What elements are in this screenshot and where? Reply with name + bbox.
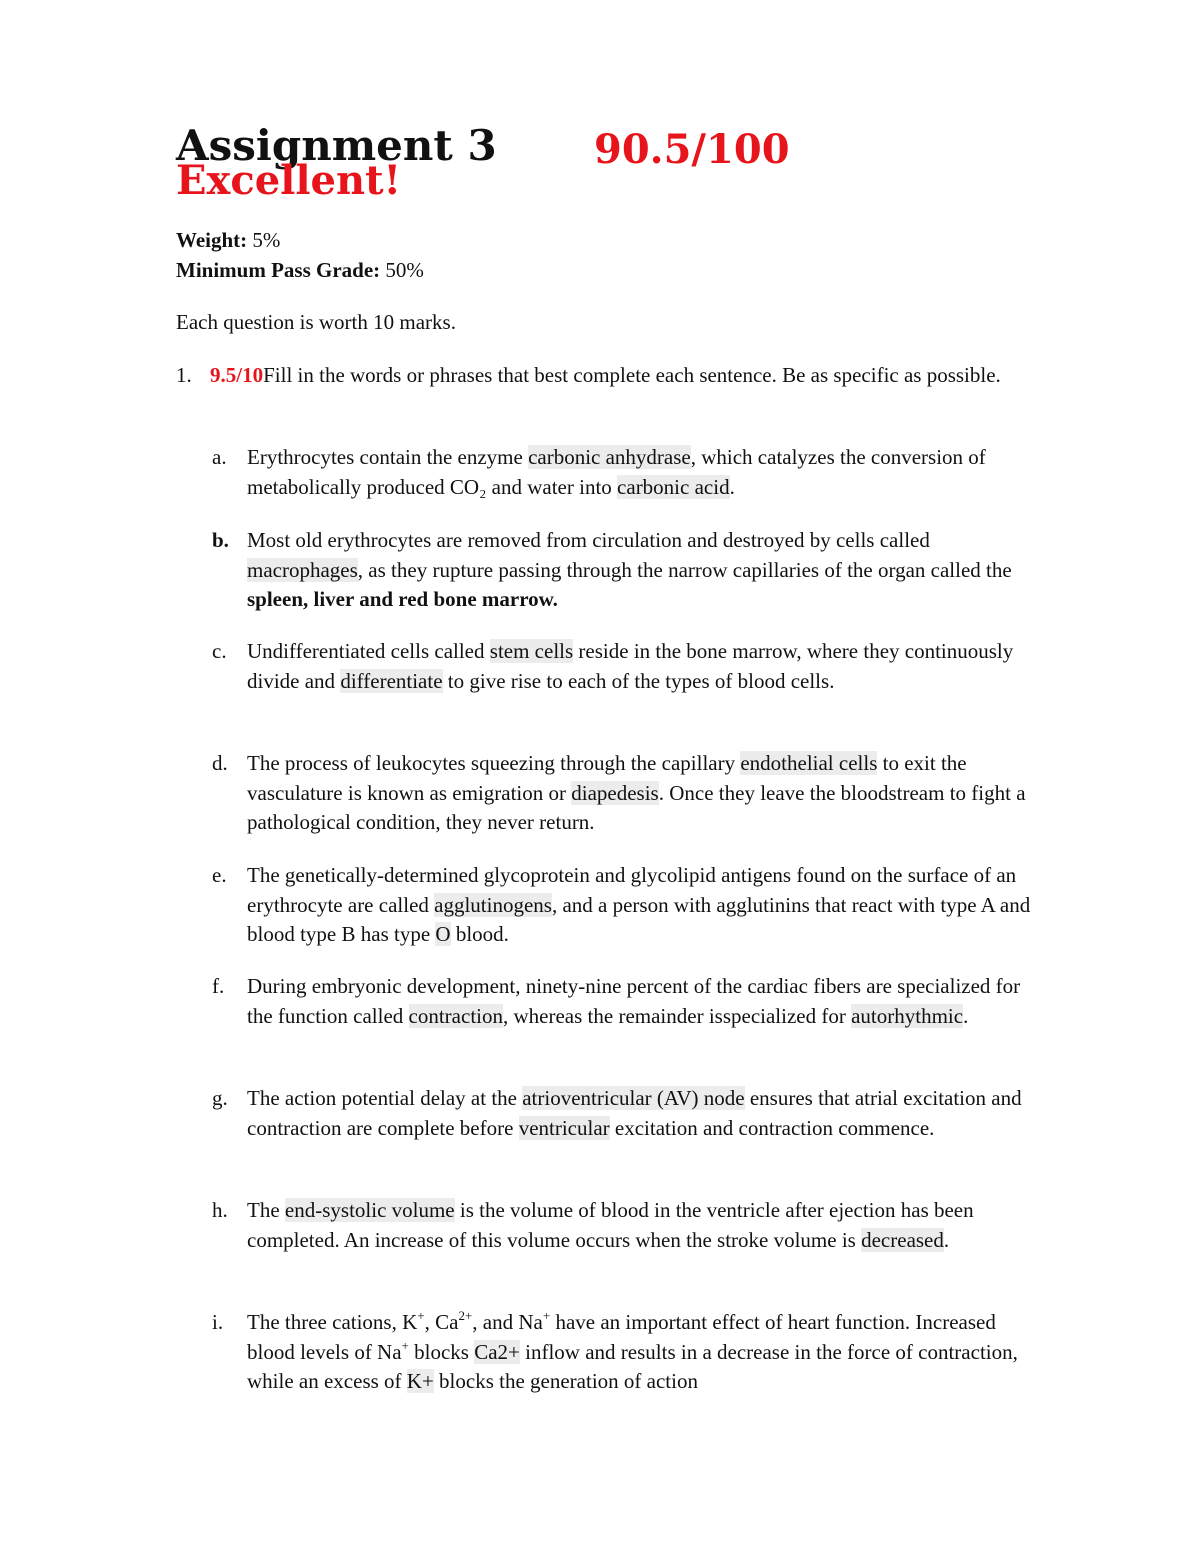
- superscript: +: [417, 1308, 425, 1323]
- item-text: blocks the generation of action: [433, 1369, 698, 1393]
- item-text: , which catalyzes the conversion of metabolically produced CO₂ and water into: [247, 445, 986, 499]
- item-f: [212, 972, 1032, 1031]
- item-text: to give rise to each of the types of blood cells.: [442, 668, 835, 693]
- item-text: .: [729, 474, 735, 499]
- item-text: reside in the bone marrow, where they continuously divide and: [247, 639, 1014, 693]
- assignment-title: Assignment 3: [176, 121, 497, 170]
- item-label: f.: [212, 974, 225, 998]
- item-text: ensures that atrial excitation and contraction are complete before: [247, 1086, 1022, 1140]
- item-text: have an important effect of heart function. Increased blood levels of Na: [247, 1310, 996, 1364]
- answer-fill: macrophages: [247, 557, 358, 582]
- answer-fill: autorhythmic: [851, 1003, 964, 1028]
- answer-fill: atrioventricular (AV) node: [522, 1086, 745, 1110]
- answer-fill: contraction: [408, 1003, 503, 1028]
- item-text: , as they rupture passing through the narrow capillaries of the organ called the: [357, 557, 1012, 582]
- item-text: The process of leukocytes squeezing through the capillary: [247, 751, 741, 775]
- min-pass-line: [176, 255, 424, 285]
- overall-score: 90.5/100: [594, 126, 790, 173]
- item-label: g.: [212, 1086, 228, 1110]
- item-g: [212, 1084, 1032, 1143]
- item-a: [212, 443, 1032, 502]
- answer-fill: stem cells: [489, 639, 574, 663]
- item-e: [212, 861, 1032, 950]
- item-b: [212, 526, 1032, 615]
- min-pass-value: 50%: [385, 258, 424, 282]
- item-label: d.: [212, 751, 228, 775]
- item-label: c.: [212, 639, 227, 663]
- answer-bold: spleen, liver and red bone marrow.: [247, 587, 558, 611]
- weight-label: Weight:: [176, 228, 248, 252]
- superscript: +: [542, 1308, 551, 1323]
- item-text: The genetically-determined glycoprotein and glycolipid antigens found on the surface of an erythrocyte are called: [247, 863, 1017, 917]
- grade-remark: Excellent!: [176, 157, 402, 204]
- answer-fill: Ca2+: [474, 1339, 520, 1364]
- item-text: blood.: [450, 922, 509, 946]
- question-prompt: Fill in the words or phrases that best complete each sentence. Be as specific as possible.: [263, 363, 1001, 387]
- item-label: e.: [212, 863, 227, 887]
- item-text: .: [963, 1003, 969, 1028]
- answer-fill: decreased: [861, 1227, 944, 1252]
- superscript: +: [401, 1337, 409, 1353]
- answer-fill: ventricular: [518, 1115, 610, 1140]
- item-text: excitation and contraction commence.: [609, 1115, 935, 1140]
- answer-fill: diapedesis: [571, 780, 659, 805]
- min-pass-label: Minimum Pass Grade:: [176, 258, 381, 282]
- answer-fill: carbonic acid: [617, 474, 730, 499]
- superscript: 2+: [458, 1308, 473, 1323]
- question-score: 9.5/10: [210, 363, 264, 387]
- question-number: 1.: [176, 363, 192, 387]
- item-text: is the volume of blood in the ventricle after ejection has been completed. An increase of this volume occurs when the stroke volume is: [247, 1198, 974, 1252]
- answer-fill: O: [435, 922, 451, 946]
- item-text: Most old erythrocytes are removed from circulation and destroyed by cells called: [247, 528, 930, 552]
- item-label: h.: [212, 1198, 228, 1222]
- weight-line: [176, 225, 280, 255]
- item-i: [212, 1308, 1032, 1397]
- weight-value: 5%: [252, 228, 281, 252]
- item-d: [212, 749, 1032, 838]
- answer-fill: K+: [406, 1369, 434, 1393]
- item-text: , whereas the remainder isspecialized for: [503, 1003, 852, 1028]
- item-text: The three cations, K: [247, 1310, 418, 1334]
- item-text: inflow and results in a decrease in the force of contraction, while an excess of: [247, 1339, 1018, 1393]
- answer-fill: endothelial cells: [740, 751, 878, 775]
- item-text: , Ca: [424, 1310, 459, 1334]
- item-label: b.: [212, 528, 229, 552]
- answer-fill: carbonic anhydrase: [528, 445, 691, 469]
- item-text: blocks: [408, 1339, 475, 1364]
- item-text: Erythrocytes contain the enzyme: [247, 445, 529, 469]
- item-h: [212, 1196, 1032, 1255]
- item-text: , and Na: [472, 1310, 543, 1334]
- item-text: During embryonic development, ninety-nine percent of the cardiac fibers are specialized for the function called: [247, 974, 1021, 1028]
- item-text: .: [943, 1227, 950, 1252]
- item-text: The action potential delay at the: [247, 1086, 523, 1110]
- item-label: i.: [212, 1310, 224, 1334]
- item-c: [212, 637, 1032, 696]
- answer-fill: agglutinogens: [434, 892, 552, 917]
- item-text: Undifferentiated cells called: [247, 639, 490, 663]
- item-text: The: [247, 1198, 285, 1222]
- answer-fill: differentiate: [340, 668, 443, 693]
- item-label: a.: [212, 445, 227, 469]
- answer-fill: end-systolic volume: [284, 1198, 455, 1222]
- item-text: , and a person with agglutinins that react with type A and blood type B has type: [247, 892, 1031, 946]
- item-text: to exit the vasculature is known as emigration or: [247, 751, 967, 805]
- intro-text: Each question is worth 10 marks.: [176, 310, 456, 334]
- item-text: . Once they leave the bloodstream to fight a pathological condition, they never return.: [247, 780, 1026, 834]
- question-1: [176, 361, 1026, 391]
